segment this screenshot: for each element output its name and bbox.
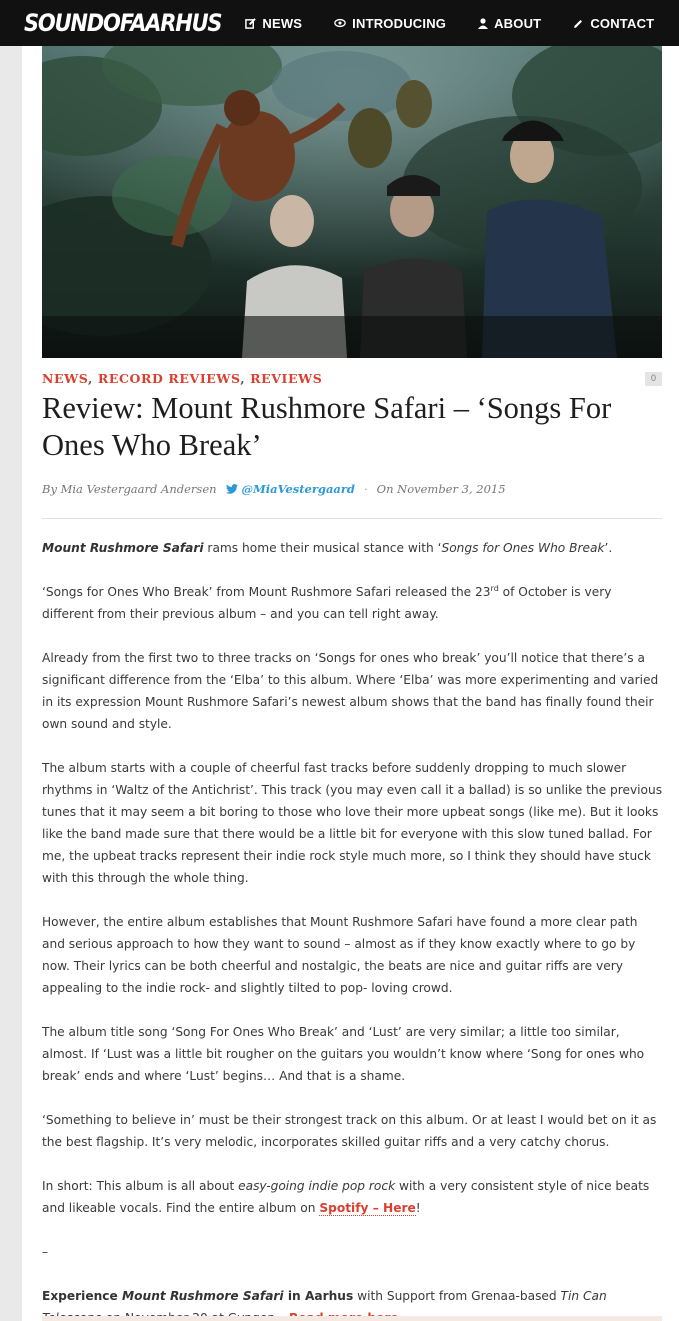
byline-divider xyxy=(42,518,662,519)
nav-about[interactable] xyxy=(478,16,541,31)
nav-contact-label: CONTACT xyxy=(590,15,655,31)
paragraph-2: ‘Songs for Ones Who Break’ from Mount Rushmore Safari released the 23rd of October is very different from their previous album – and you can tell right away. xyxy=(42,583,612,621)
main-nav xyxy=(245,16,679,31)
edit-icon xyxy=(245,18,256,29)
byline-separator: · xyxy=(363,482,368,496)
featured-image xyxy=(42,46,662,358)
paragraph-separator: – xyxy=(42,1245,49,1259)
nav-contact[interactable] xyxy=(573,16,654,31)
post-byline xyxy=(42,482,506,496)
twitter-icon xyxy=(226,484,238,494)
paragraph-5: However, the entire album establishes that Mount Rushmore Safari have found a more clear path and serious approach to how they want to sound – almost as if they know exactly where to go by now. Their lyrics can be both cheerful and nostalgic, the beats are nice and guitar riffs are very appealing to the indie rock- and slightly tilted to pop- loving crowd. xyxy=(42,915,638,995)
nav-news-label: NEWS xyxy=(262,15,303,31)
comment-count-badge[interactable]: 0 xyxy=(645,372,662,386)
post-date: On November 3, 2015 xyxy=(376,482,506,496)
paragraph-1: Mount Rushmore Safari rams home their musical stance with ‘Songs for Ones Who Break’. xyxy=(42,541,613,555)
author-twitter-link[interactable]: @MiaVestergaard xyxy=(241,482,355,496)
author-name: By Mia Vestergaard Andersen xyxy=(42,482,217,496)
category-news[interactable]: NEWS xyxy=(42,371,88,386)
post-title: Review: Mount Rushmore Safari – ‘Songs For Ones Who Break’ xyxy=(42,391,612,462)
eye-icon xyxy=(334,18,346,28)
user-icon xyxy=(478,18,488,29)
nav-introducing[interactable] xyxy=(334,16,446,31)
nav-introducing-label: INTRODUCING xyxy=(352,15,447,31)
nav-about-label: ABOUT xyxy=(494,15,542,31)
paragraph-7: ‘Something to believe in’ must be their strongest track on this album. Or at least I would bet on it as the best flagship. It’s very melodic, incorporates skilled guitar riffs and a very catchy chorus. xyxy=(42,1113,657,1149)
post-categories: NEWS, RECORD REVIEWS, REVIEWS xyxy=(42,371,323,386)
site-logo[interactable]: SOUNDOFAARHUS xyxy=(24,9,222,37)
nav-news[interactable] xyxy=(245,16,302,31)
paragraph-event: Experience Mount Rushmore Safari in Aarhus with Support from Grenaa-based Tin Can xyxy=(42,1285,664,1321)
pencil-icon xyxy=(573,18,584,29)
post-content xyxy=(42,537,664,1321)
spotify-link[interactable]: Spotify – Here xyxy=(319,1201,416,1215)
paragraph-4: The album starts with a couple of cheerful fast tracks before suddenly dropping to much slower rhythms in ‘Waltz of the Antichrist’. This track (you may even call it a ballad) is so unlike the previous tunes that it may seem a bit boring to those who love their more upbeat songs (like me). But it looks like the band made sure that there would be a little bit for everyone with this slow tuned ballad. For me, the upbeat tracks represent their indie rock style much more, so I think they should have stuck with this through the whole thing. xyxy=(42,761,663,885)
top-navigation-bar xyxy=(0,0,679,46)
bottom-strip xyxy=(42,1316,662,1321)
paragraph-8: In short: This album is all about easy-going indie pop rock with a very consistent style of nice beats and likeable vocals. Find the entire album on Spotify – Here! xyxy=(42,1179,650,1215)
category-reviews[interactable]: REVIEWS xyxy=(250,371,323,386)
paragraph-3: Already from the first two to three tracks on ‘Songs for ones who break’ you’ll notice that there’s a significant difference from the ‘Elba’ to this album. Where ‘Elba’ was more experimenting and varied in its expression Mount Rushmore Safari’s newest album shows that the band has finally found their own sound and style. xyxy=(42,651,659,731)
paragraph-6: The album title song ‘Song For Ones Who Break’ and ‘Lust’ are very similar; a little too similar, almost. If ‘Lust was a little bit rougher on the guitars you wouldn’t know where ‘Song for ones who break’ ends and where ‘Lust’ begins… And that is a shame. xyxy=(42,1025,645,1083)
category-record-reviews[interactable]: RECORD REVIEWS xyxy=(97,371,241,386)
article-container xyxy=(22,46,679,1321)
